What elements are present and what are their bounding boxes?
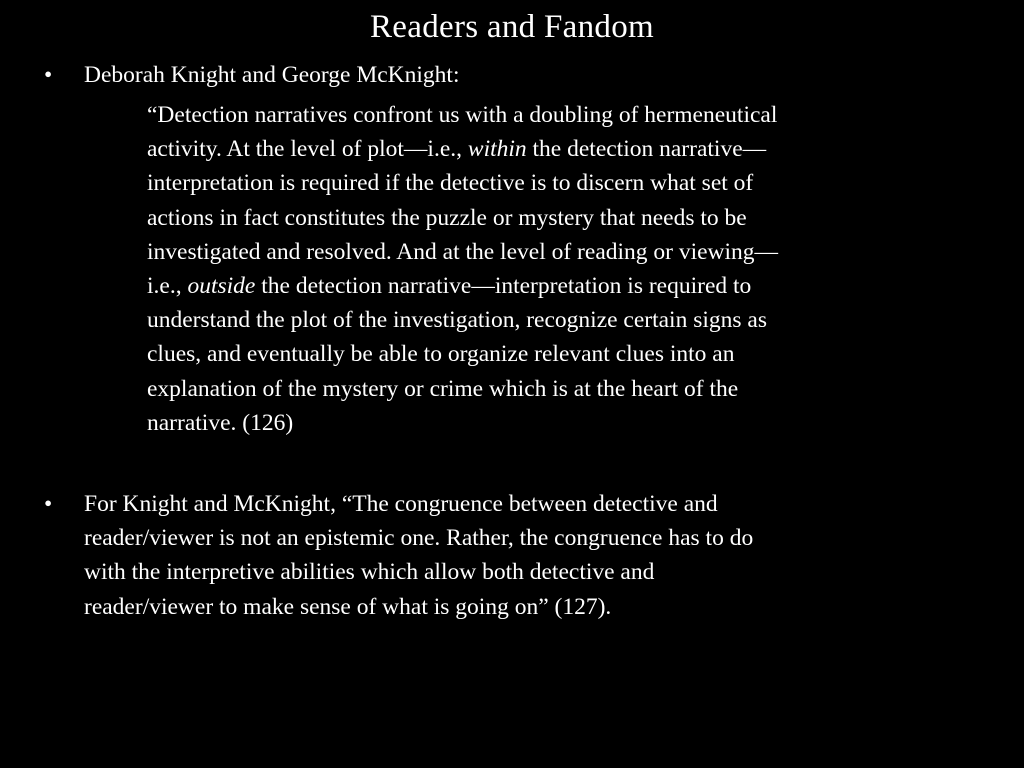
bullet-marker: • <box>44 62 53 88</box>
quote-text: activity. At the level of plot—i.e., <box>147 136 468 163</box>
quote-line: interpretation is required if the detective is to discern what set of <box>147 170 754 197</box>
quote-emphasis-within: within <box>467 136 527 163</box>
quote-line: understand the plot of the investigation, recognize certain signs as <box>147 307 767 334</box>
bullet-line: with the interpretive abilities which allow both detective and <box>84 559 655 586</box>
quote-line <box>147 132 967 166</box>
quote-text: the detection narrative—interpretation is required to <box>255 273 752 300</box>
quote-line: narrative. (126) <box>147 409 294 436</box>
quote-line: actions in fact constitutes the puzzle or mystery that needs to be <box>147 204 747 231</box>
quote-line: investigated and resolved. And at the level of reading or viewing— <box>147 238 779 265</box>
bullet-marker: • <box>44 491 53 517</box>
bullet-line: For Knight and McKnight, “The congruence between detective and <box>84 491 718 517</box>
bullet-line: reader/viewer is not an epistemic one. Rather, the congruence has to do <box>84 525 754 552</box>
quote-line <box>147 269 967 303</box>
slide-title: Readers and Fandom <box>370 9 654 45</box>
quote-text: i.e., <box>147 273 188 300</box>
quote-emphasis-outside: outside <box>187 273 256 300</box>
bullet-text-authors: Deborah Knight and George McKnight: <box>84 62 460 88</box>
quote-line: clues, and eventually be able to organize relevant clues into an <box>147 341 735 368</box>
bullet-text-congruence <box>84 487 954 624</box>
bullet-line: reader/viewer to make sense of what is going on” (127). <box>84 593 612 620</box>
block-quote <box>147 98 967 440</box>
quote-line: “Detection narratives confront us with a doubling of hermeneutical <box>147 102 778 128</box>
quote-text: the detection narrative— <box>526 136 767 163</box>
quote-line: explanation of the mystery or crime which is at the heart of the <box>147 375 739 402</box>
